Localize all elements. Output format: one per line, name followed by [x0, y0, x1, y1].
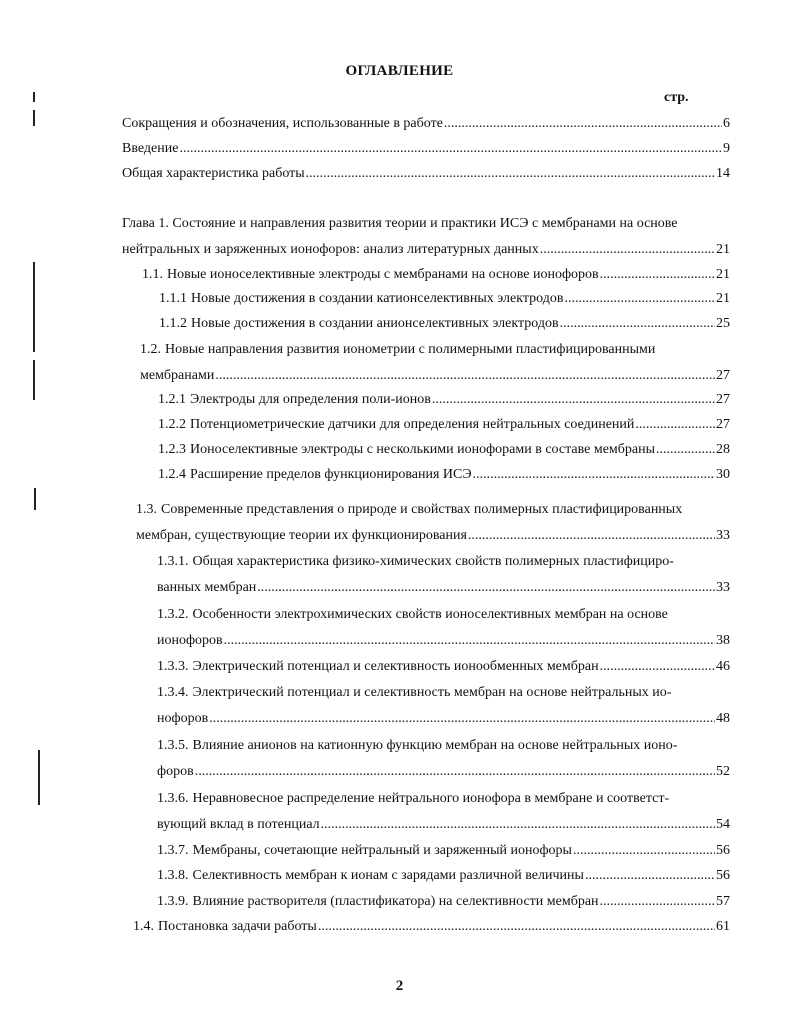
toc-entry-1-3-4: 1.3.4. Электрический потенциал и селективность мембран на основе нейтральных ио- нофоров ..... 48	[157, 680, 730, 732]
toc-entry-1-3: 1.3. Современные представления о природе и свойствах полимерных пластифицированных мембран, существующие теории их функционирования ..... 33	[136, 497, 730, 549]
page-title: ОГЛАВЛЕНИЕ	[345, 63, 454, 79]
toc-entry-1-2-4: 1.2.4 Расширение пределов функционирования ИСЭ ..... 30	[158, 462, 730, 488]
scan-edge-mark	[38, 750, 40, 805]
toc-entry-1-3-5: 1.3.5. Влияние анионов на катионную функцию мембран на основе нейтральных ионо- форов ..... 52	[157, 733, 730, 785]
toc-entry-1-3-1: 1.3.1. Общая характеристика физико-химических свойств полимерных пластифициро- ванных мембран ..... 33	[157, 549, 730, 601]
page-number: 2	[395, 978, 404, 994]
toc-entry-introduction: Введение ..... 9	[122, 136, 730, 162]
page-column-label: стр.	[664, 90, 689, 105]
toc-entry-abbreviations: Сокращения и обозначения, использованные в работе ..... 6	[122, 111, 730, 137]
toc-entry-1-2-1: 1.2.1 Электроды для определения поли-ионов ..... 27	[158, 387, 730, 413]
toc-entry-1-1-1: 1.1.1 Новые достижения в создании катионселективных электродов ..... 21	[159, 286, 730, 312]
toc-entry-1-3-7: 1.3.7. Мембраны, сочетающие нейтральный и заряженный ионофоры ..... 56	[157, 838, 730, 864]
scan-edge-mark	[34, 488, 36, 510]
toc-entry-1-2-2: 1.2.2 Потенциометрические датчики для определения нейтральных соединений ..... 27	[158, 412, 730, 438]
toc-entry-general-characteristics: Общая характеристика работы ..... 14	[122, 161, 730, 187]
toc-entry-1-1-2: 1.1.2 Новые достижения в создании анионселективных электродов ..... 25	[159, 311, 730, 337]
scan-edge-mark	[33, 360, 35, 400]
toc-entry-1-4: 1.4. Постановка задачи работы ..... 61	[133, 914, 730, 940]
toc-entry-1-2: 1.2. Новые направления развития ионометрии с полимерными пластифицированными мембранами ..... 27	[140, 337, 730, 389]
toc-entry-1-3-2: 1.3.2. Особенности электрохимических свойств ионоселективных мембран на основе ионофоров ..... 38	[157, 602, 730, 654]
scan-edge-mark	[33, 92, 35, 102]
toc-entry-chapter-1: Глава 1. Состояние и направления развития теории и практики ИСЭ с мембранами на основе нейтральных и заряженных ионофоров: анализ литературных данных ..... 21	[122, 211, 730, 263]
toc-entry-1-1: 1.1. Новые ионоселективные электроды с мембранами на основе ионофоров ..... 21	[142, 262, 730, 288]
scan-edge-mark	[33, 262, 35, 352]
toc-entry-1-3-8: 1.3.8. Селективность мембран к ионам с зарядами различной величины ..... 56	[157, 863, 730, 889]
toc-entry-1-3-6: 1.3.6. Неравновесное распределение нейтрального ионофора в мембране и соответст- вующий вклад в потенциал ..... 54	[157, 786, 730, 838]
toc-entry-1-2-3: 1.2.3 Ионоселективные электроды с несколькими ионофорами в составе мембраны ..... 28	[158, 437, 730, 463]
toc-entry-1-3-9: 1.3.9. Влияние растворителя (пластификатора) на селективности мембран ..... 57	[157, 889, 730, 915]
toc-entry-1-3-3: 1.3.3. Электрический потенциал и селективность ионообменных мембран ..... 46	[157, 654, 730, 680]
scan-edge-mark	[33, 110, 35, 126]
